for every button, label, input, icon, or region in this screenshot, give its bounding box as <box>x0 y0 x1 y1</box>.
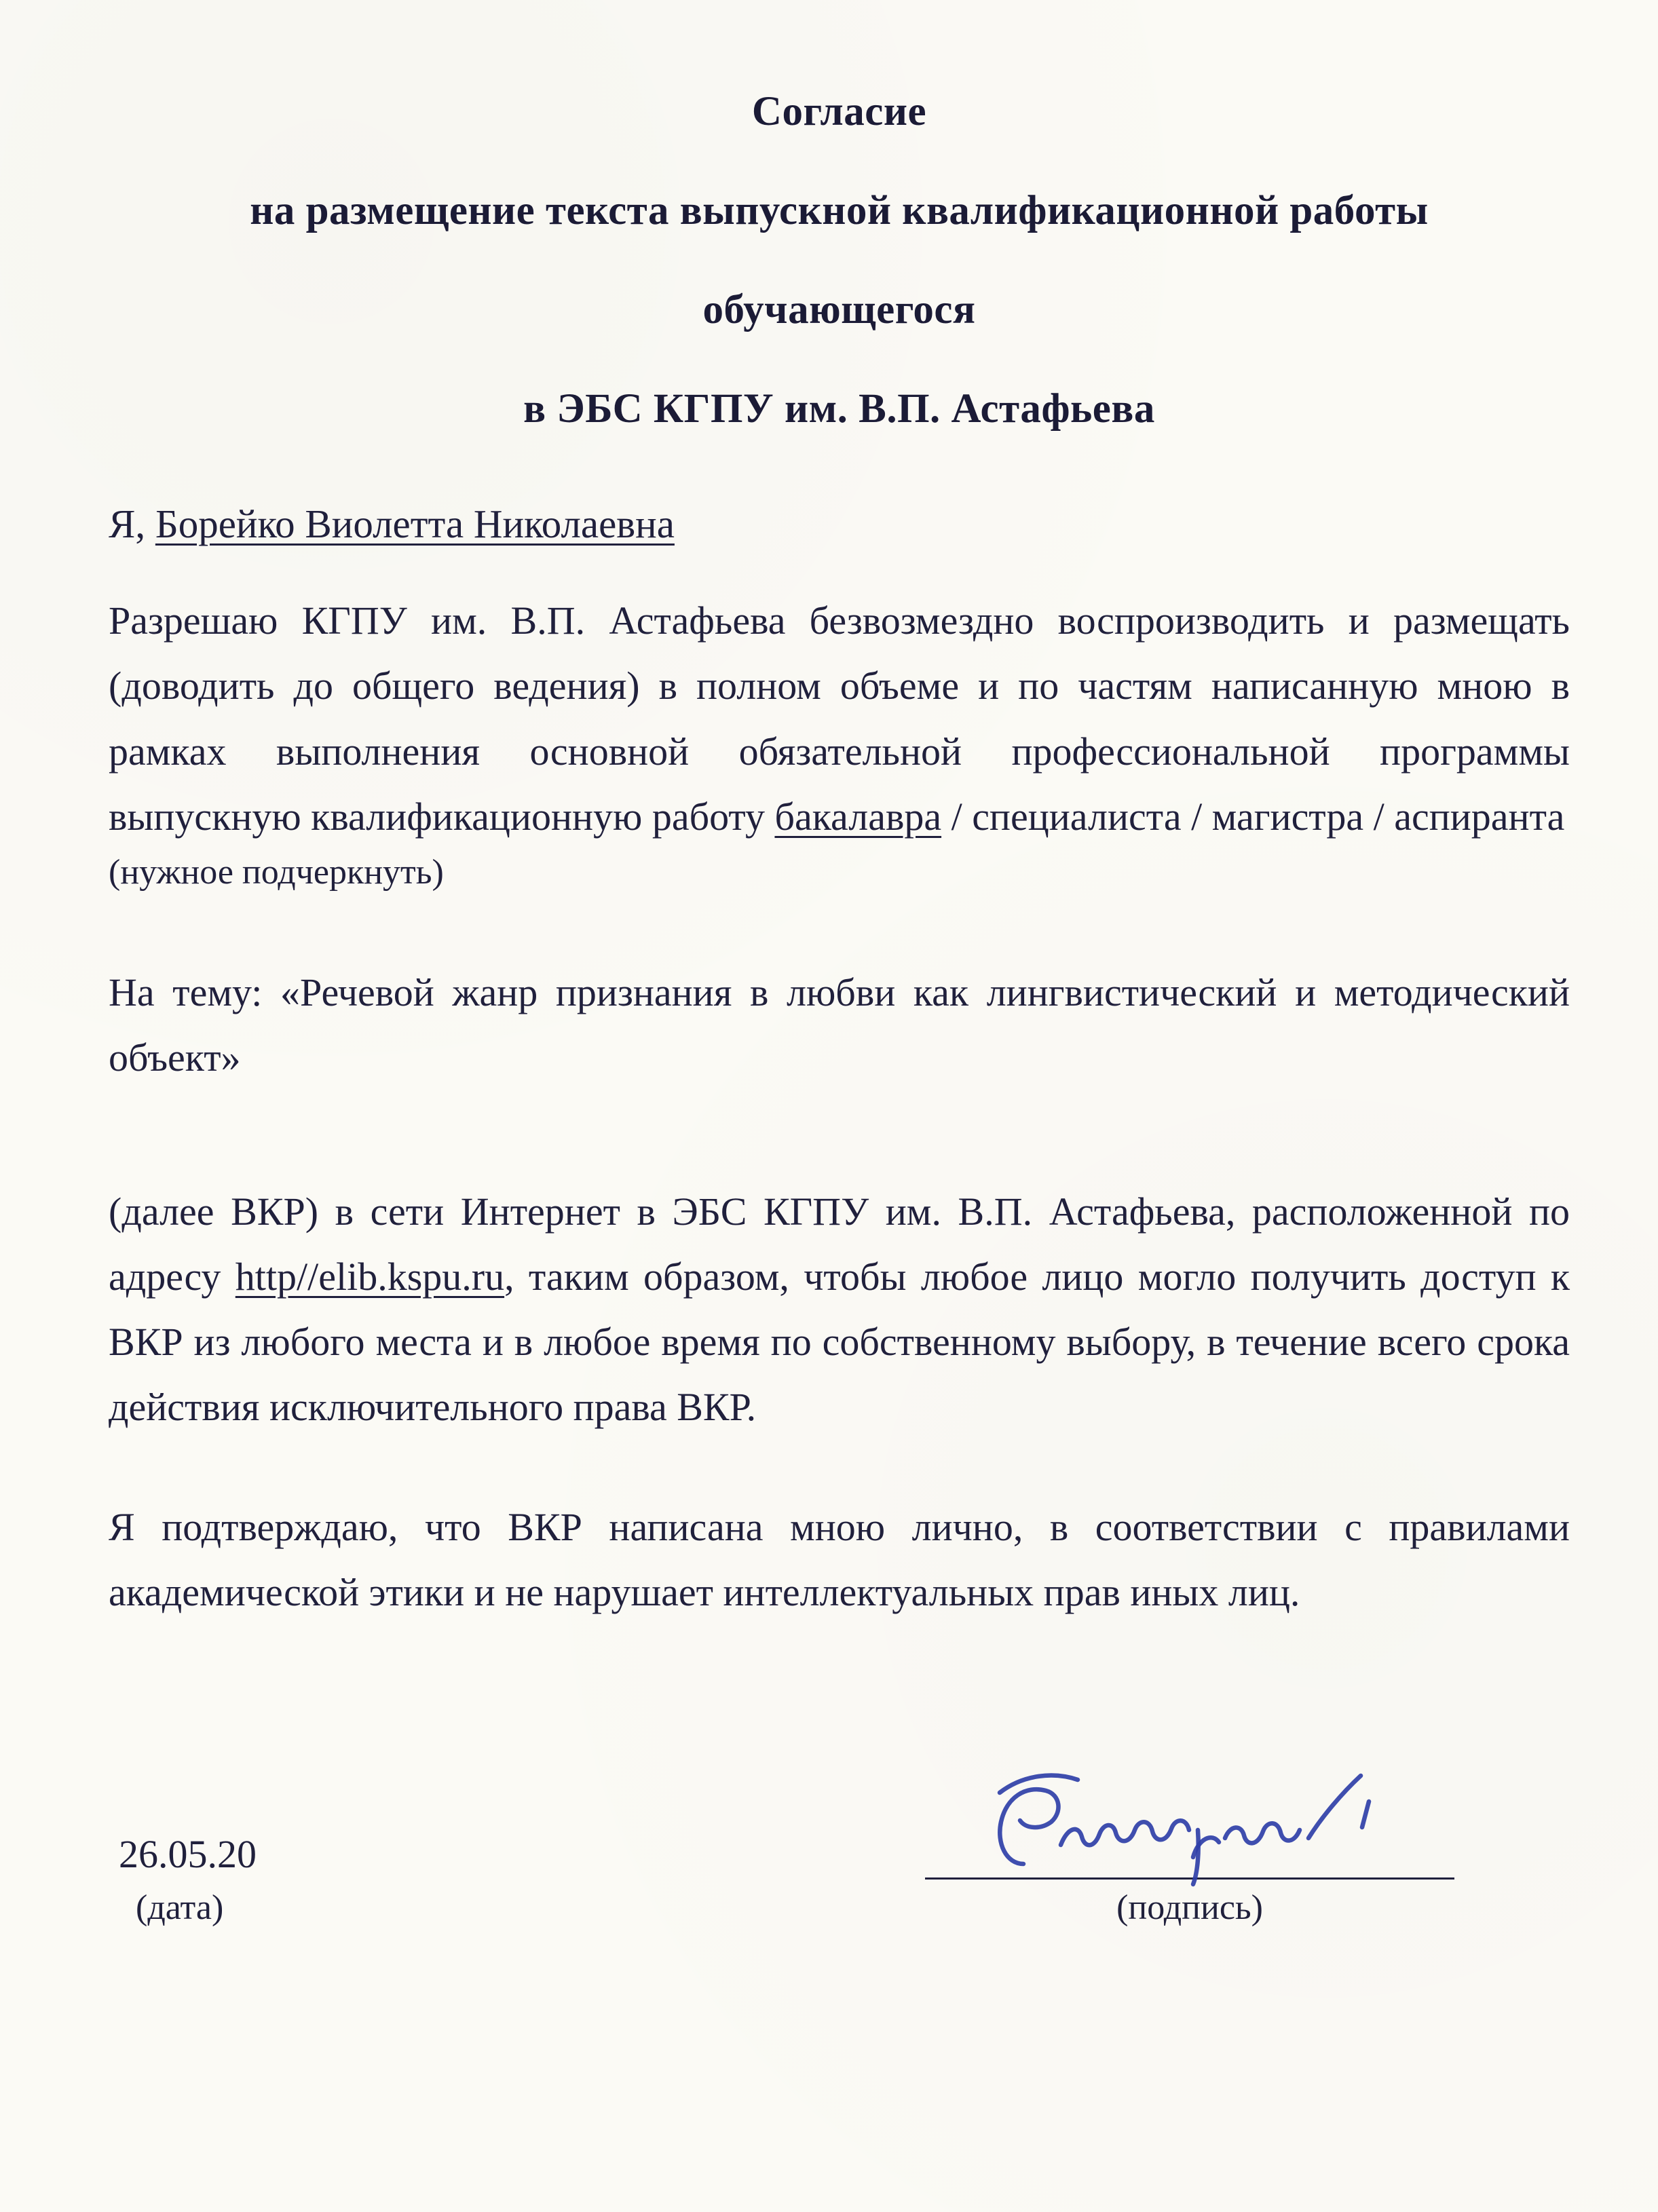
signature-block <box>925 1771 1454 1928</box>
signature-line <box>925 1771 1454 1880</box>
handwritten-signature-icon <box>959 1762 1407 1898</box>
distribution-text-before: (далее ВКР) в сети Интернет в ЭБС КГПУ им. В.П. Астафьева, расположенной по адресу <box>109 1189 1570 1299</box>
elib-link-text: http//elib.kspu.ru <box>235 1254 505 1299</box>
underline-note: (нужное подчеркнуть) <box>109 853 444 892</box>
date-block <box>109 1831 257 1928</box>
declarant-line <box>109 501 1570 548</box>
distribution-text-after: , таким образом, чтобы любое лицо могло получить доступ к ВКР из любого места и в любое время по собственному выбору, в течение всего срока действия исключительного права ВКР. <box>109 1254 1570 1430</box>
declarant-name: Борейко Виолетта Николаевна <box>155 501 675 546</box>
declarant-prefix: Я, <box>109 501 155 546</box>
title-line-1: Согласие <box>751 89 927 134</box>
paragraph-permission <box>109 588 1570 850</box>
paragraph-topic: На тему: «Речевой жанр признания в любви как лингвистический и методический объект» <box>109 970 1570 1080</box>
permission-underlined-degree: бакалавра <box>774 794 942 839</box>
permission-text: Разрешаю КГПУ им. В.П. Астафьева безвозмездно воспроизводить и размещать (доводить до общего ведения) в полном объеме и по частям написанную мною в рамках выполнения основной обязательной профессиональной программы выпускную квалификационную работу <box>109 598 1570 839</box>
date-value: 26.05.20 <box>119 1832 257 1877</box>
date-label: (дата) <box>136 1888 224 1928</box>
paragraph-distribution <box>109 1179 1570 1441</box>
signature-label: (подпись) <box>1116 1888 1263 1928</box>
title-line-2: на размещение текста выпускной квалификационной работы <box>250 188 1429 233</box>
permission-degree-options: / специалиста / магистра / аспиранта <box>941 794 1565 839</box>
signature-row <box>109 1771 1570 1928</box>
paragraph-confirmation: Я подтверждаю, что ВКР написана мною лично, в соответствии с правилами академической этики и не нарушает интеллектуальных прав иных лиц. <box>109 1504 1570 1614</box>
title-line-3: обучающегося <box>702 287 976 332</box>
title-line-4: в ЭБС КГПУ им. В.П. Астафьева <box>523 386 1155 432</box>
document-title <box>109 88 1570 433</box>
